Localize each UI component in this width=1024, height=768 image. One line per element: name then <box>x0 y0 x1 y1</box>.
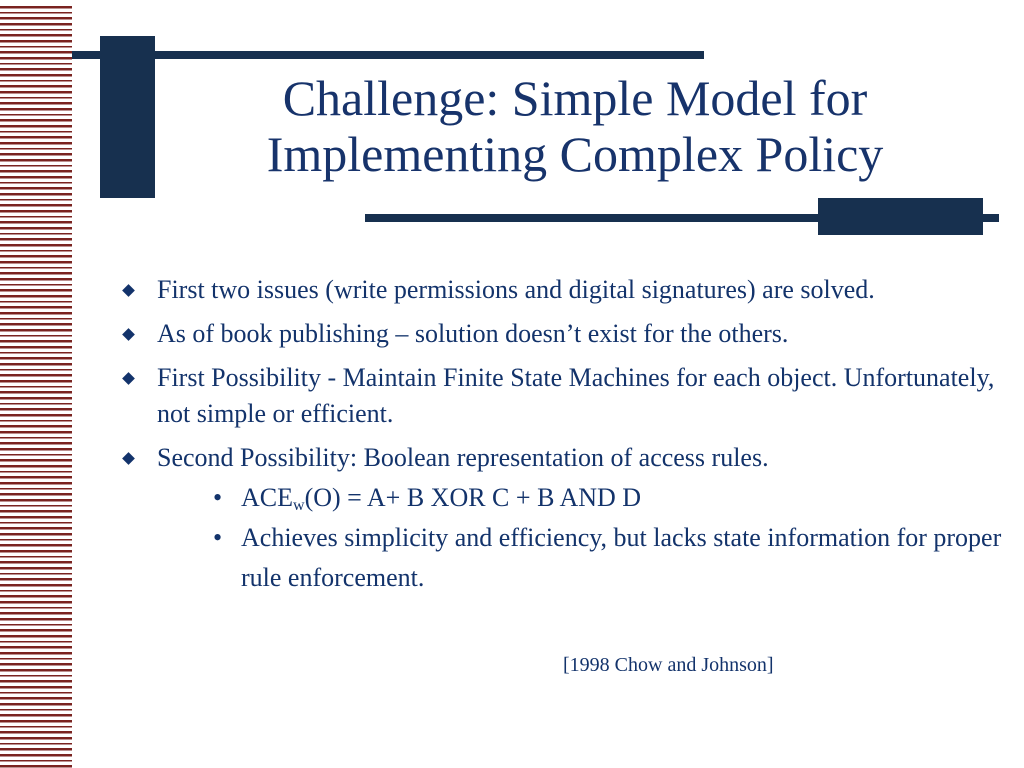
stripe-line <box>0 754 72 757</box>
stripe-line <box>0 709 72 711</box>
sub-bullet-item <box>213 478 1010 518</box>
formula-text <box>241 483 641 512</box>
sub-bullet-list <box>213 478 1010 598</box>
stripe-line <box>0 352 72 354</box>
stripe-line <box>0 743 72 745</box>
stripe-line <box>0 357 72 360</box>
stripe-line <box>0 471 72 473</box>
stripe-line <box>0 12 72 14</box>
stripe-line <box>0 284 72 286</box>
stripe-line <box>0 748 72 751</box>
stripe-line <box>0 403 72 405</box>
bullet-text: First two issues (write permissions and digital signatures) are solved. <box>157 275 875 304</box>
diamond-bullet-icon <box>122 452 135 465</box>
stripe-line <box>0 386 72 388</box>
stripe-line <box>0 170 72 173</box>
diamond-bullet-icon <box>122 372 135 385</box>
stripe-line <box>0 431 72 434</box>
stripe-line <box>0 641 72 643</box>
stripe-line <box>0 182 72 184</box>
stripe-line <box>0 731 72 734</box>
slide-title-line-1: Challenge: Simple Model for <box>282 70 868 126</box>
stripe-line <box>0 561 72 564</box>
stripe-line <box>0 6 72 9</box>
stripe-line <box>0 476 72 479</box>
stripe-line <box>0 414 72 417</box>
stripe-line <box>0 646 72 649</box>
stripe-line <box>0 550 72 553</box>
stripe-line <box>0 652 72 655</box>
stripe-line <box>0 363 72 366</box>
formula-prefix: ACE <box>241 483 293 512</box>
bullet-item <box>120 440 1010 476</box>
stripe-line <box>0 760 72 762</box>
stripe-line <box>0 663 72 666</box>
stripe-line <box>0 516 72 519</box>
stripe-line <box>0 329 72 332</box>
stripe-line <box>0 601 72 604</box>
stripe-line <box>0 63 72 65</box>
stripe-line <box>0 720 72 723</box>
stripe-line <box>0 686 72 689</box>
stripe-line <box>0 374 72 377</box>
stripe-line <box>0 272 72 275</box>
stripe-line <box>0 488 72 490</box>
stripe-line <box>0 335 72 337</box>
diamond-bullet-icon <box>122 284 135 297</box>
stripe-line <box>0 74 72 77</box>
stripe-line <box>0 420 72 422</box>
stripe-line <box>0 244 72 247</box>
stripe-line <box>0 527 72 530</box>
stripe-line <box>0 238 72 241</box>
sub-bullet-text: Achieves simplicity and efficiency, but lacks state information for proper rule enforcement. <box>241 523 1002 592</box>
bullet-item <box>120 316 1010 352</box>
stripe-line <box>0 153 72 156</box>
stripe-line <box>0 136 72 139</box>
stripe-line <box>0 199 72 201</box>
stripe-line <box>0 590 72 592</box>
stripe-line <box>0 227 72 230</box>
stripe-line <box>0 193 72 196</box>
title-frame-top-rule <box>72 51 704 59</box>
stripe-line <box>0 51 72 54</box>
stripe-line <box>0 505 72 507</box>
bullet-item <box>120 360 1010 432</box>
stripe-line <box>0 255 72 258</box>
stripe-line <box>0 108 72 111</box>
stripe-line <box>0 482 72 485</box>
stripe-line <box>0 312 72 315</box>
stripe-line <box>0 57 72 60</box>
stripe-line <box>0 261 72 264</box>
stripe-line <box>0 680 72 683</box>
stripe-line <box>0 737 72 740</box>
stripe-line <box>0 131 72 133</box>
stripe-line <box>0 522 72 524</box>
slide-title-line-2: Implementing Complex Policy <box>266 126 884 182</box>
stripe-line <box>0 629 72 632</box>
left-stripe-decoration <box>0 0 74 768</box>
stripe-line <box>0 233 72 235</box>
stripe-line <box>0 465 72 468</box>
stripe-line <box>0 216 72 218</box>
stripe-line <box>0 584 72 587</box>
diamond-bullet-icon <box>122 328 135 341</box>
stripe-line <box>0 380 72 383</box>
stripe-line <box>0 46 72 48</box>
stripe-line <box>0 165 72 167</box>
stripe-line <box>0 267 72 269</box>
stripe-line <box>0 340 72 343</box>
stripe-line <box>0 369 72 371</box>
stripe-line <box>0 658 72 660</box>
title-frame-bottom-rule <box>365 214 999 222</box>
stripe-line <box>0 442 72 445</box>
stripe-line <box>0 595 72 598</box>
stripe-line <box>0 114 72 116</box>
stripe-line <box>0 187 72 190</box>
stripe-line <box>0 17 72 20</box>
stripe-line <box>0 544 72 547</box>
stripe-line <box>0 556 72 558</box>
formula-rest: (O) = A+ B XOR C + B AND D <box>304 483 642 512</box>
stripe-line <box>0 125 72 128</box>
stripe-line <box>0 573 72 575</box>
stripe-line <box>0 323 72 326</box>
stripe-line <box>0 210 72 213</box>
stripe-line <box>0 176 72 179</box>
bullet-text: As of book publishing – solution doesn’t exist for the others. <box>157 319 789 348</box>
stripe-line <box>0 221 72 224</box>
citation: [1998 Chow and Johnson] <box>563 654 774 676</box>
stripe-line <box>0 23 72 26</box>
stripe-line <box>0 425 72 428</box>
stripe-line <box>0 510 72 513</box>
sub-bullet-item <box>213 518 1010 598</box>
stripe-line <box>0 29 72 31</box>
stripe-line <box>0 533 72 536</box>
stripe-line <box>0 289 72 292</box>
stripe-line <box>0 703 72 706</box>
stripe-line <box>0 635 72 638</box>
stripe-line <box>0 697 72 700</box>
stripe-line <box>0 278 72 281</box>
stripe-line <box>0 607 72 609</box>
stripe-line <box>0 119 72 122</box>
stripe-line <box>0 726 72 728</box>
stripe-line <box>0 624 72 626</box>
stripe-line <box>0 97 72 99</box>
stripe-line <box>0 301 72 303</box>
stripe-line <box>0 612 72 615</box>
stripe-line <box>0 448 72 451</box>
stripe-line <box>0 346 72 349</box>
stripe-line <box>0 675 72 677</box>
stripe-line <box>0 80 72 82</box>
title-frame-vertical-bar <box>100 36 155 198</box>
stripe-line <box>0 306 72 309</box>
stripe-line <box>0 714 72 717</box>
stripe-line <box>0 102 72 105</box>
stripe-line <box>0 91 72 94</box>
stripe-line <box>0 567 72 570</box>
bullet-text: First Possibility - Maintain Finite State Machines for each object. Unfortunately, not simple or efficient. <box>157 363 995 428</box>
stripe-line <box>0 669 72 672</box>
bullet-item <box>120 272 1010 308</box>
bullet-list <box>120 272 1010 598</box>
stripe-line <box>0 454 72 456</box>
stripe-line <box>0 40 72 43</box>
stripe-line <box>0 437 72 439</box>
stripe-line <box>0 250 72 252</box>
stripe-line <box>0 68 72 71</box>
stripe-line <box>0 692 72 694</box>
stripe-line <box>0 142 72 145</box>
dot-bullet-icon: • <box>213 483 223 512</box>
stripe-line <box>0 493 72 496</box>
stripe-line <box>0 159 72 162</box>
stripe-line <box>0 459 72 462</box>
stripe-line <box>0 408 72 411</box>
stripe-line <box>0 148 72 150</box>
stripe-line <box>0 765 72 768</box>
bullet-text: Second Possibility: Boolean representation of access rules. <box>157 443 769 472</box>
stripe-line <box>0 499 72 502</box>
dot-bullet-icon: • <box>213 523 223 552</box>
stripe-line <box>0 85 72 88</box>
stripe-line <box>0 397 72 400</box>
stripe-line <box>0 318 72 320</box>
stripe-line <box>0 539 72 541</box>
formula-subscript: w <box>293 497 305 514</box>
slide-title <box>150 70 1000 182</box>
stripe-line <box>0 618 72 621</box>
stripe-line <box>0 391 72 394</box>
stripe-line <box>0 204 72 207</box>
stripe-line <box>0 295 72 298</box>
stripe-line <box>0 34 72 37</box>
stripe-line <box>0 578 72 581</box>
